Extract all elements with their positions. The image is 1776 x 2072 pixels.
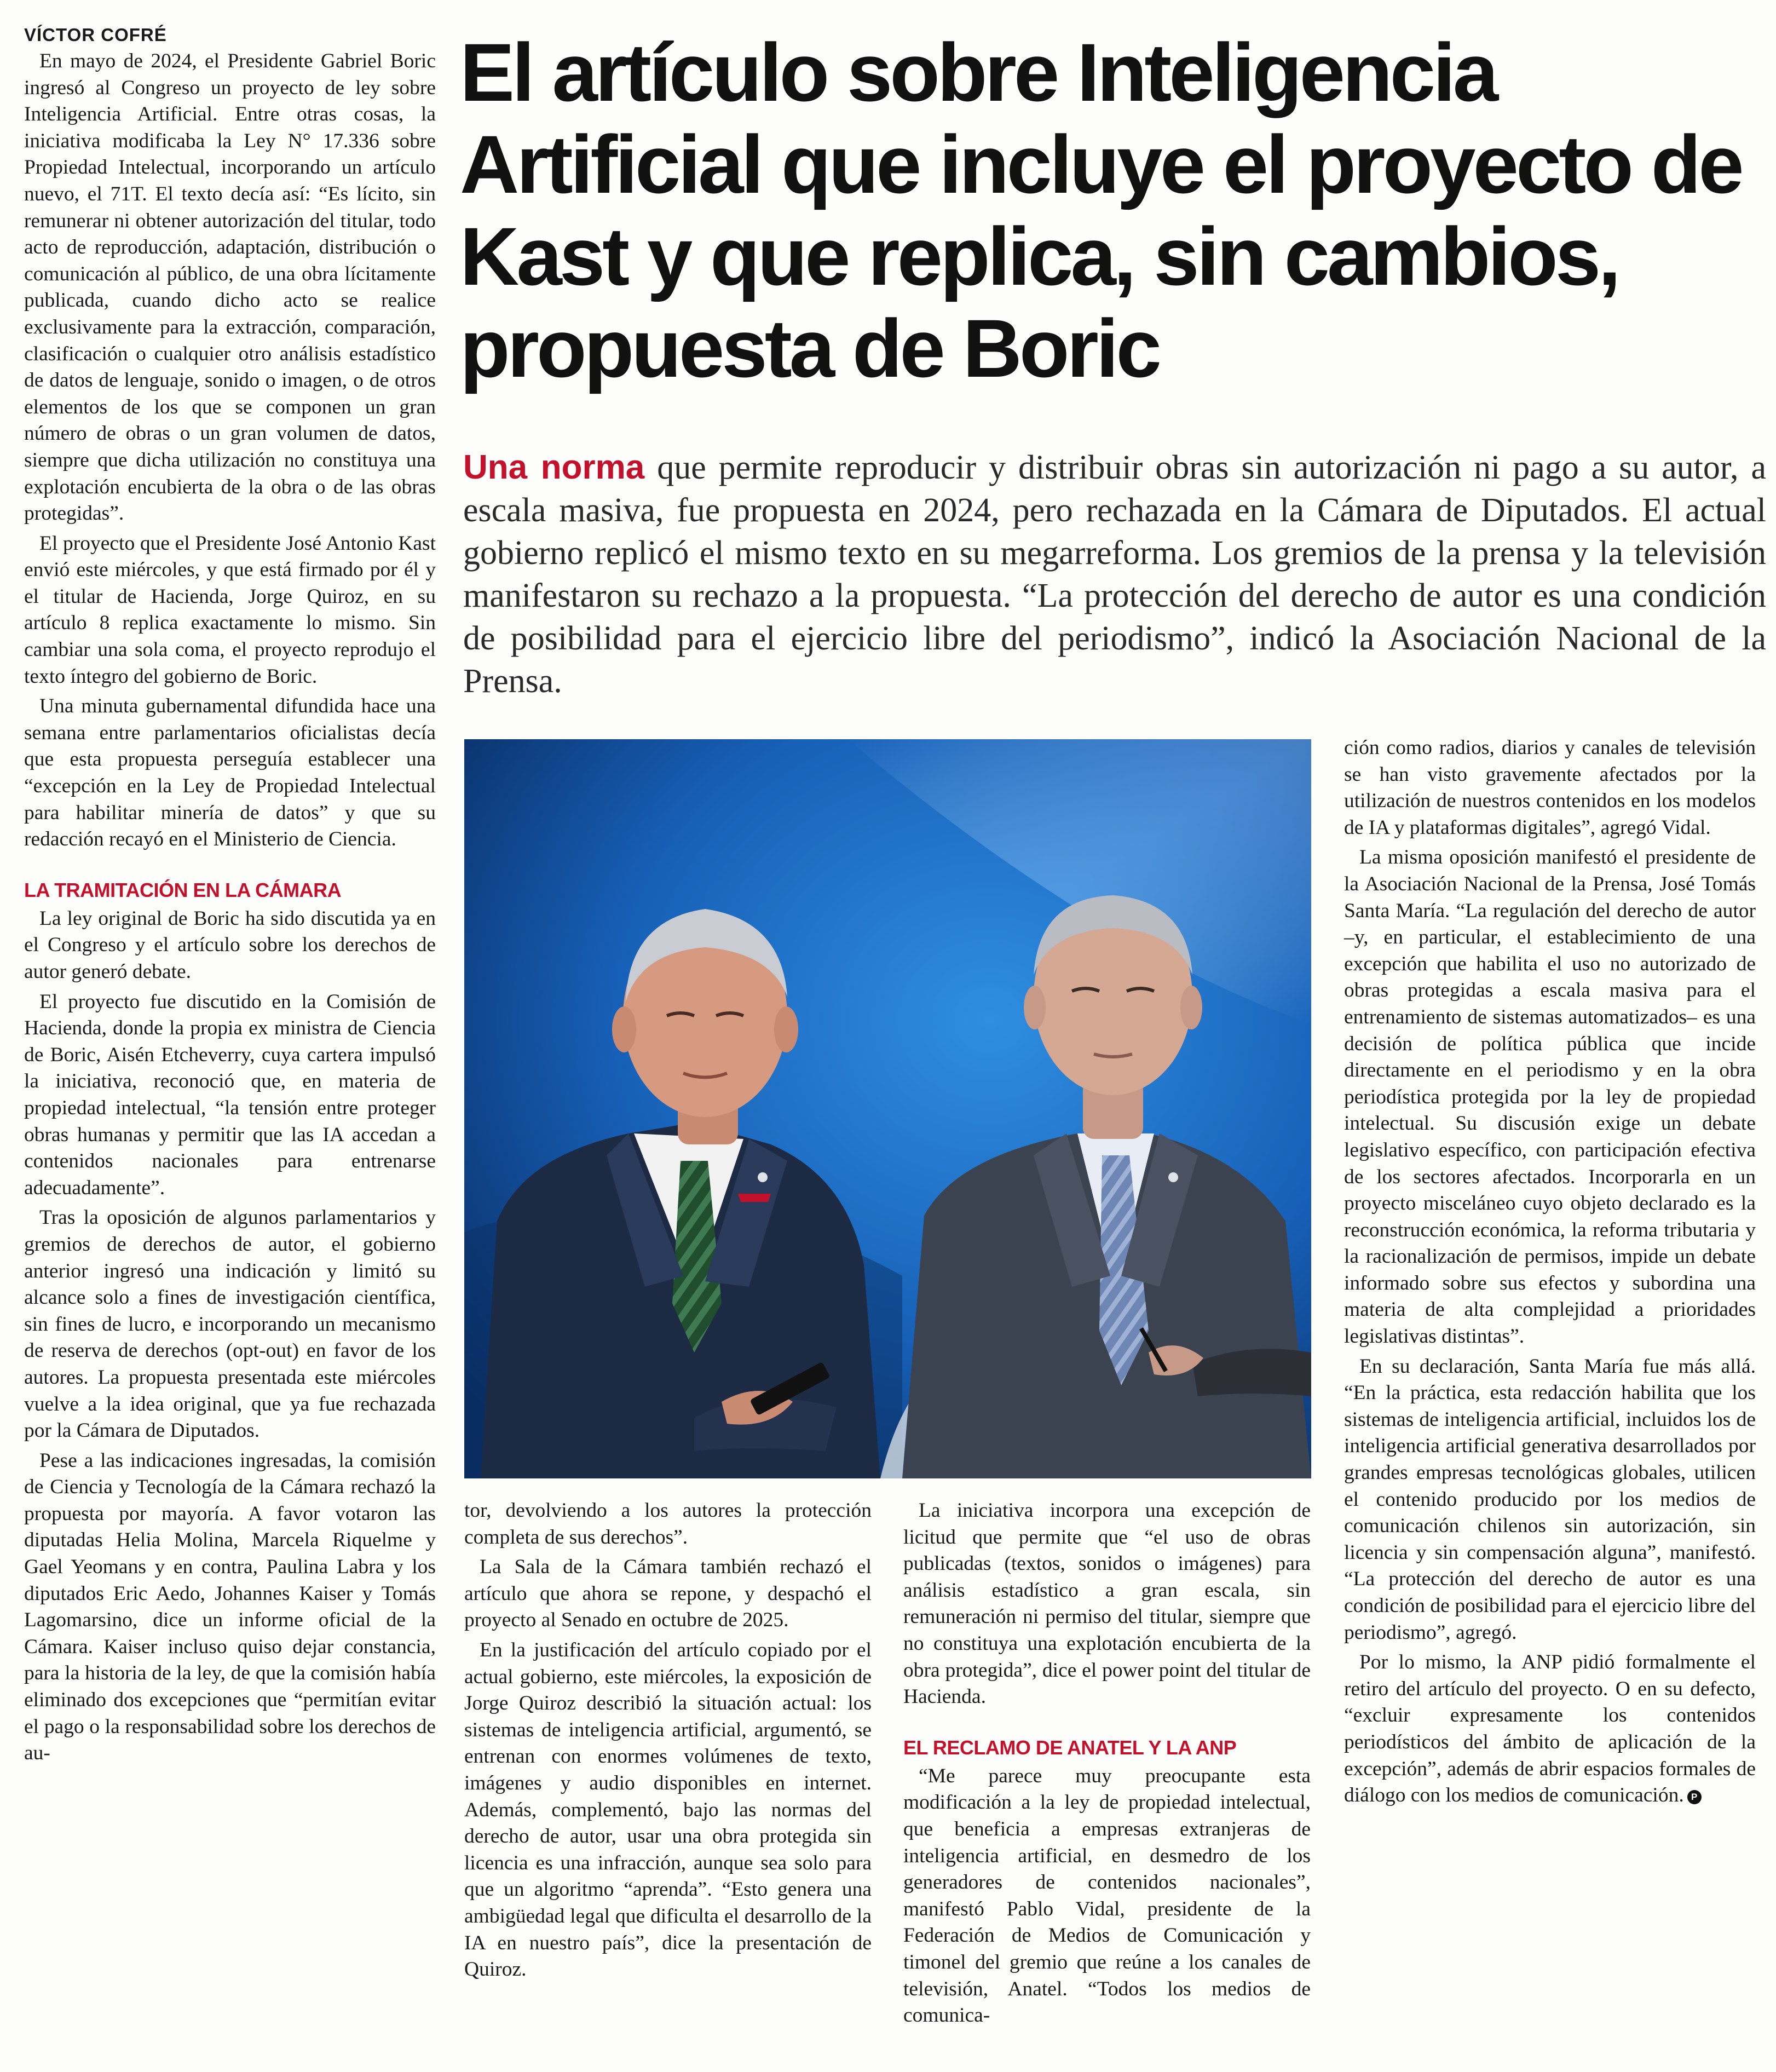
paragraph: La misma oposición manifestó el presidente de la Asociación Nacional de la Prensa, José Tomás Santa María. “La regulación del derecho de autor –y, en particular, el establecimiento de una excepción que habilita el uso no autorizado de obras protegidas a escala masiva para el entrenamiento de sistemas automatizados– es una decisión de política pública que incide directamente en el periodismo y en la obra periodística protegida por la ley de propiedad intelectual. Su discusión exige un debate legislativo específico, con participación efectiva de los sectores afectados. Incorporarla en un proyecto misceláneo cuyo objeto declarado es la reconstrucción económica, la reforma tributaria y la racionalización de permisos, impide un debate informado sobre sus efectos y subordina una materia de alta complejidad a prioridades legislativas distintas”. (1344, 846, 1756, 1348)
byline: VÍCTOR COFRÉ (24, 25, 167, 45)
paragraph: ción como radios, diarios y canales de televisión se han visto gravemente afectados por la utilización de nuestros contenidos en los modelos de IA y plataformas digitales”, agregó Vidal. (1344, 736, 1756, 839)
paragraph: En su declaración, Santa María fue más allá. “En la práctica, esta redacción habilita que los sistemas de inteligencia artificial, incluidos los de inteligencia artificial generativa desarrollados por grandes empresas tecnológicas globales, utilicen el contenido producido por los medios de comunicación chilenos sin autorización, sin licencia y sin compensación alguna”, manifestó. “La protección del derecho de autor es una condición de posibilidad para el ejercicio libre del periodismo”, agregó. (1344, 1355, 1756, 1644)
paragraph: En mayo de 2024, el Presidente Gabriel Boric ingresó al Congreso un proyecto de ley sobre Inteligencia Artificial. Entre otras cosas, la iniciativa modificaba la Ley N° 17.336 sobre Propiedad Intelectual, incorporando un artículo nuevo, el 71T. El texto decía así: “Es lícito, sin remunerar ni obtener autorización del titular, todo acto de reproducción, adaptación, distribución o comunicación al público, de una obra lícitamente publicada, cuando dicho acto se realice exclusivamente para la extracción, comparación, clasificación o cualquier otro análisis estadístico de datos de lenguaje, sonido o imagen, o de otros elementos de los que se componen un gran número de obras o un gran volumen de datos, siempre que dicha utilización no constituya una explotación encubierta de la obra o de las obras protegidas”. (24, 50, 436, 525)
last-paragraph-text: Por lo mismo, la ANP pidió formalmente el retiro del artículo del proyecto. O en su defecto, “excluir expresamente los contenidos periodísticos del ámbito de aplicación de la excepción”, además de abrir espacios formales de diálogo con los medios de comunicación. (1344, 1651, 1756, 1807)
section-heading-tramitacion: LA TRAMITACIÓN EN LA CÁMARA (24, 878, 342, 901)
deck-lead: Una norma (463, 448, 645, 486)
news-photo (464, 739, 1311, 1478)
column-3 (903, 1498, 1311, 2029)
column-2 (464, 1498, 872, 1983)
paragraph: “Me parece muy preocupante esta modificación a la ley de propiedad intelectual, que beneficia a empresas extranjeras de inteligencia artificial, en desmedro de los generadores de contenidos nacionales”, manifestó Pablo Vidal, presidente de la Federación de Medios de Comunicación y timonel del gremio que reúne a los canales de televisión, Anatel. “Todos los medios de comunica- (903, 1764, 1311, 2027)
paragraph (1344, 1649, 1756, 1809)
section-heading-anatel: EL RECLAMO DE ANATEL Y LA ANP (903, 1736, 1237, 1759)
publication-end-mark: P (1687, 1790, 1702, 1804)
headline: El artículo sobre Inteligencia Artificial que incluye el proyecto de Kast y que replica, sin cambios, propuesta de Boric (460, 26, 1742, 394)
paragraph: Pese a las indicaciones ingresadas, la comisión de Ciencia y Tecnología de la Cámara rechazó la propuesta por mayoría. A favor votaron las diputadas Helia Molina, Marcela Riquelme y Gael Yeomans y en contra, Paulina Labra y los diputados Eric Aedo, Johannes Kaiser y Tomás Lagomarsino, dice un informe oficial de la Cámara. Kaiser incluso quiso dejar constancia, para la historia de la ley, de que la comisión había eliminado dos excepciones que “permitían evitar el pago o la responsabilidad sobre los derechos de au- (24, 1449, 436, 1765)
paragraph: En la justificación del artículo copiado por el actual gobierno, este miércoles, la exposición de Jorge Quiroz describió la situación actual: los sistemas de inteligencia artificial, argumentó, se entrenan con enormes volúmenes de texto, imágenes y audio disponibles en internet. Además, complementó, bajo las normas del derecho de autor, usar una obra protegida sin licencia es una infracción, aunque sea solo para que un algoritmo “aprenda”. “Esto genera una ambigüedad legal que dificulta el desarrollo de la IA en nuestro país”, dice la presentación de Quiroz. (464, 1638, 872, 1981)
deck-text: que permite reproducir y distribuir obras sin autorización ni pago a su autor, a escala masiva, fue propuesta en 2024, pero rechazada en la Cámara de Diputados. El actual gobierno replicó el mismo texto en su megarreforma. Los gremios de la prensa y la televisión manifestaron su rechazo a la propuesta. “La protección del derecho de autor es una condición de posibilidad para el ejercicio libre del periodismo”, indicó la Asociación Nacional de la Prensa. (463, 449, 1766, 700)
deck (463, 446, 1766, 703)
column-1 (24, 22, 436, 1767)
paragraph: La iniciativa incorpora una excepción de licitud que permite que “el uso de obras publicadas (textos, sonidos o imágenes) para análisis estadístico a gran escala, sin remuneración ni permiso del titular, siempre que no constituya una explotación encubierta de la obra protegida”, dice el power point del titular de Hacienda. (903, 1499, 1311, 1708)
paragraph: El proyecto fue discutido en la Comisión de Hacienda, donde la propia ex ministra de Ciencia de Boric, Aisén Etcheverry, cuya cartera impulsó la iniciativa, reconoció que, en materia de propiedad intelectual, “la tensión entre proteger obras humanas y permitir que las IA accedan a contenidos nacionales para entrenarse adecuadamente”. (24, 990, 436, 1199)
paragraph: tor, devolviendo a los autores la protección completa de sus derechos”. (464, 1499, 872, 1549)
paragraph: Una minuta gubernamental difundida hace una semana entre parlamentarios oficialistas decía que esta propuesta perseguía establecer una “excepción en la Ley de Propiedad Intelectual para habilitar minería de datos” y que su redacción recayó en el Ministerio de Ciencia. (24, 695, 436, 851)
paragraph: El proyecto que el Presidente José Antonio Kast envió este miércoles, y que está firmado por él y el titular de Hacienda, Jorge Quiroz, en su artículo 8 replica exactamente lo mismo. Sin cambiar una sola coma, el proyecto reprodujo el texto íntegro del gobierno de Boric. (24, 532, 436, 688)
paragraph: La ley original de Boric ha sido discutida ya en el Congreso y el artículo sobre los derechos de autor generó debate. (24, 907, 436, 983)
paragraph: Tras la oposición de algunos parlamentarios y gremios de derechos de autor, el gobierno anterior ingresó una indicación y limitó su alcance solo a fines de investigación científica, sin fines de lucro, e incorporando un mecanismo de reserva de derechos (opt-out) en favor de los autores. La propuesta presentada este miércoles vuelve a la idea original, que ya fue rechazada por la Cámara de Diputados. (24, 1206, 436, 1442)
photo-illustration (464, 739, 1311, 1478)
column-4 (1344, 735, 1756, 1809)
paragraph: La Sala de la Cámara también rechazó el artículo que ahora se repone, y despachó el proyecto al Senado en octubre de 2025. (464, 1556, 872, 1632)
